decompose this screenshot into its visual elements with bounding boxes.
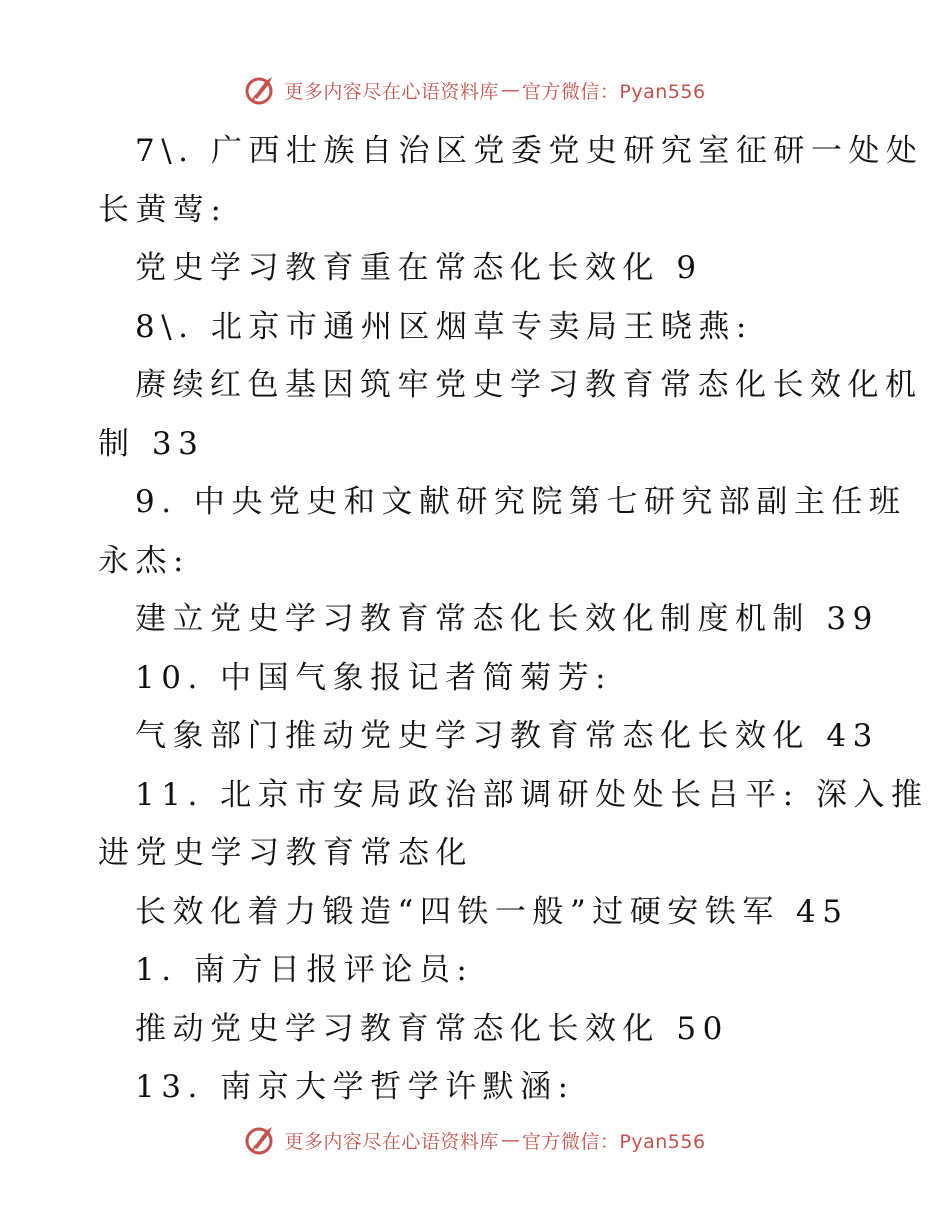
toc-line: 进党史学习教育常态化 <box>98 835 473 871</box>
watermark-separator: — <box>500 1129 520 1151</box>
toc-line: 党史学习教育重在常态化长效化 9 <box>135 250 703 286</box>
watermark-footer <box>0 1120 950 1160</box>
toc-line: 建立党史学习教育常态化长效化制度机制 39 <box>135 601 879 637</box>
toc-line: 1. 南方日报评论员: <box>135 952 474 988</box>
watermark-header <box>0 70 950 110</box>
toc-line: 长黄莺: <box>98 191 228 228</box>
toc-line: 11. 北京市安局政治部调研处处长吕平: 深入推 <box>135 776 929 813</box>
watermark-suffix: 官方微信：Pyan556 <box>521 1130 706 1153</box>
toc-line: 制 33 <box>98 425 205 462</box>
toc-line: 气象部门推动党史学习教育常态化长效化 43 <box>135 718 879 754</box>
toc-line: 7\. 广西壮族自治区党委党史研究室征研一处处 <box>135 133 924 169</box>
toc-line: 10. 中国气象报记者简菊芳: <box>135 659 613 696</box>
watermark-prefix: 更多内容尽在心语资料库 <box>284 1130 499 1153</box>
toc-line: 13. 南京大学哲学许默涵: <box>135 1069 575 1105</box>
toc-content <box>98 122 929 1117</box>
toc-line: 永杰: <box>98 542 190 579</box>
toc-line: 长效化着力锻造“四铁一般”过硬安铁军 45 <box>135 893 849 930</box>
watermark-separator: — <box>500 79 520 101</box>
toc-line: 推动党史学习教育常态化长效化 50 <box>135 1010 729 1047</box>
toc-line: 8\. 北京市通州区烟草专卖局王晓燕: <box>135 308 753 345</box>
watermark-suffix: 官方微信：Pyan556 <box>521 80 706 103</box>
quill-pen-logo-icon <box>244 1123 278 1157</box>
watermark-prefix: 更多内容尽在心语资料库 <box>284 80 499 103</box>
quill-pen-logo-icon <box>244 73 278 107</box>
toc-line: 9. 中央党史和文献研究院第七研究部副主任班 <box>135 484 907 520</box>
toc-line: 赓续红色基因筑牢党史学习教育常态化长效化机 <box>135 367 923 403</box>
